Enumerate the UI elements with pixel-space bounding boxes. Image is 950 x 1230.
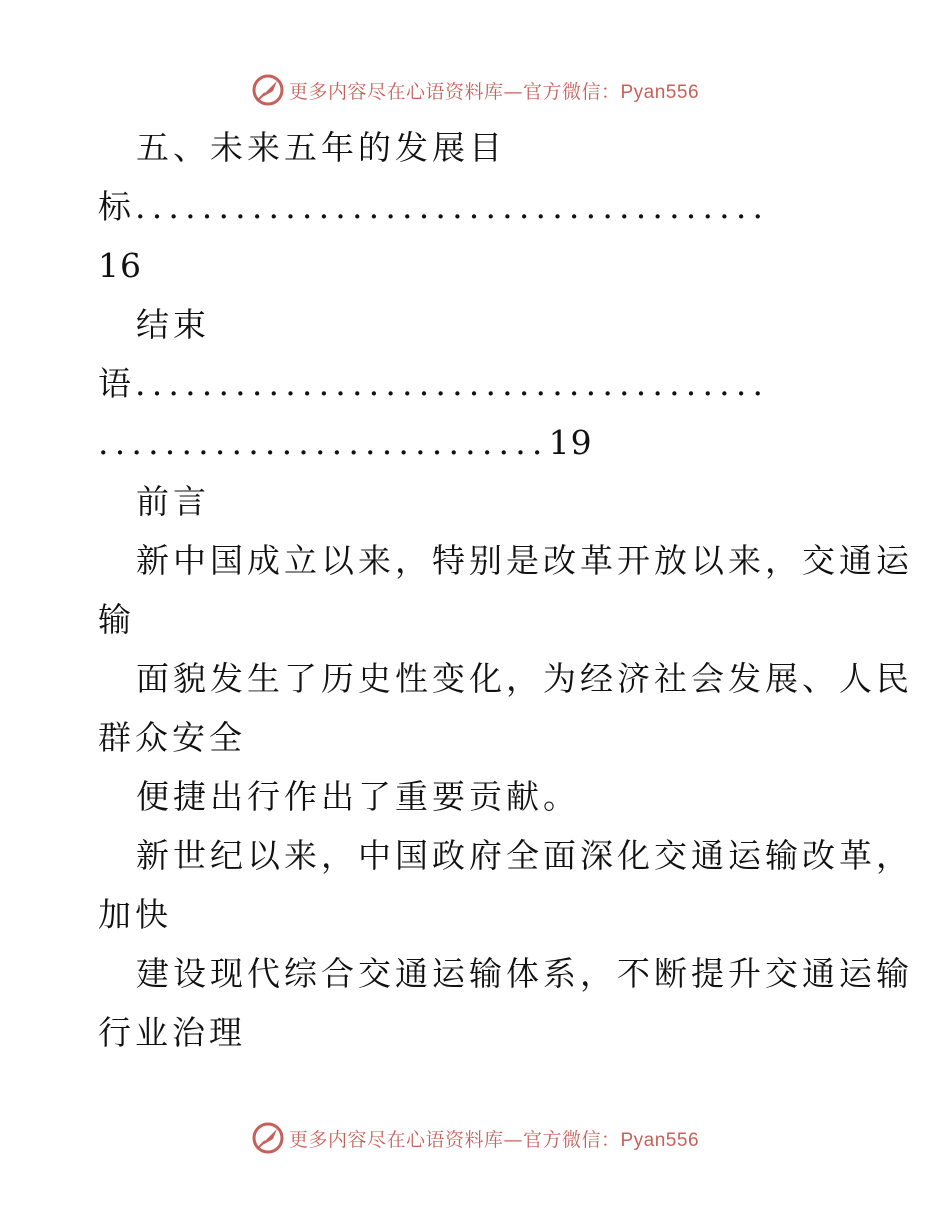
toc-closing-leader	[98, 354, 858, 413]
toc-closing-dots-1: ......................................	[135, 364, 770, 403]
quill-logo-icon	[251, 1121, 285, 1155]
toc-item-5-title: 五、未来五年的发展目	[136, 128, 506, 167]
toc-closing-leader-2	[98, 413, 858, 472]
preface-line-1: 新中国成立以来，特别是改革开放以来，交通运	[136, 541, 913, 580]
toc-item-5-dots: ......................................	[135, 187, 770, 226]
toc-closing-title: 结束	[136, 305, 210, 344]
watermark-text: 更多内容尽在心语资料库—官方微信：	[288, 1128, 621, 1151]
preface-heading: 前言	[136, 482, 210, 521]
quill-logo-icon	[251, 73, 285, 107]
document-body	[98, 118, 913, 1062]
watermark-banner-bottom	[0, 1118, 950, 1158]
toc-closing-dots-2: ...........................	[98, 423, 549, 462]
preface-line-7: 加快	[98, 895, 172, 934]
toc-closing-title-wrap: 语	[98, 364, 135, 403]
watermark-wechat: Pyan556	[620, 81, 700, 103]
preface-line-2: 输	[98, 600, 135, 639]
watermark-wechat: Pyan556	[620, 1129, 700, 1151]
preface-line-6: 新世纪以来，中国政府全面深化交通运输改革，	[136, 836, 913, 875]
preface-line-3: 面貌发生了历史性变化，为经济社会发展、人民	[136, 659, 913, 698]
preface-line-4: 群众安全	[98, 718, 246, 757]
preface-line-9: 行业治理	[98, 1013, 246, 1052]
toc-item-5-title-wrap: 标	[98, 187, 135, 226]
watermark-text: 更多内容尽在心语资料库—官方微信：	[288, 80, 621, 103]
watermark-banner-top	[0, 70, 950, 110]
toc-item-5-page: 16	[98, 246, 142, 285]
toc-item-5-leader	[98, 177, 858, 236]
toc-closing-page: 19	[548, 423, 593, 462]
preface-line-5: 便捷出行作出了重要贡献。	[136, 777, 580, 816]
preface-line-8: 建设现代综合交通运输体系，不断提升交通运输	[136, 954, 913, 993]
